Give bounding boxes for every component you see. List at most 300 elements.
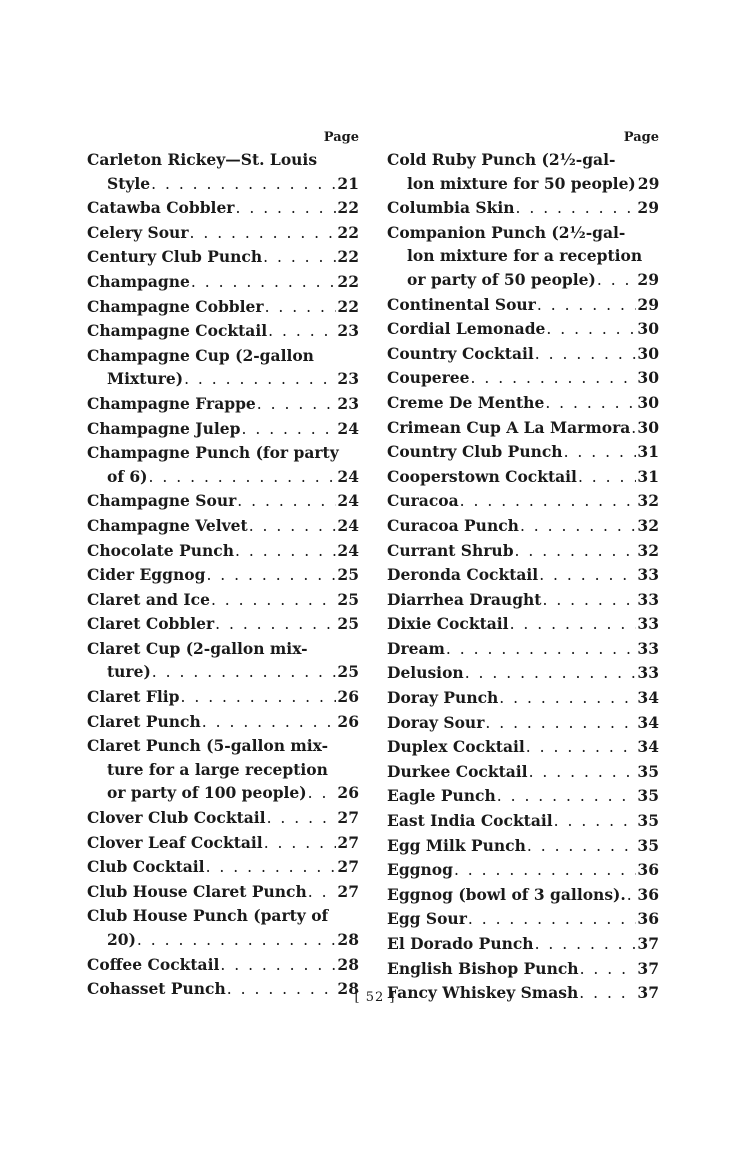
dot-leader xyxy=(539,564,636,588)
index-entry-text: Champagne Velvet xyxy=(87,515,248,535)
dot-leader xyxy=(263,246,336,270)
index-entry xyxy=(387,809,659,834)
index-entry xyxy=(387,416,659,441)
dot-leader xyxy=(308,881,337,905)
index-entry-text: Clover Club Cocktail xyxy=(87,808,266,828)
index-entry-page: 22 xyxy=(337,296,359,316)
index-entry-text: Claret Punch xyxy=(87,711,201,731)
index-entry-page: 25 xyxy=(337,662,359,682)
index-entry-page: 33 xyxy=(637,614,659,634)
index-entry-line xyxy=(387,416,659,441)
dot-leader xyxy=(542,589,636,613)
dot-leader xyxy=(220,954,336,978)
index-entry xyxy=(387,366,659,391)
index-entry-text: Doray Sour xyxy=(387,712,485,732)
index-entries-right xyxy=(387,148,659,1006)
dot-leader xyxy=(485,712,636,736)
index-entry-line xyxy=(387,834,659,859)
index-entry-line xyxy=(87,781,359,806)
index-entry-line xyxy=(387,342,659,367)
index-entry-line xyxy=(87,953,359,978)
dot-leader xyxy=(265,296,337,320)
dot-leader xyxy=(564,441,637,465)
index-entry-page: 31 xyxy=(637,466,659,486)
index-entry-text: Champagne Cobbler xyxy=(87,296,264,316)
index-entry xyxy=(87,148,359,196)
index-entry-page: 36 xyxy=(637,860,659,880)
index-entry xyxy=(87,806,359,831)
index-entry-text: Creme De Menthe xyxy=(387,392,545,412)
index-entry xyxy=(87,734,359,806)
dot-leader xyxy=(249,515,337,539)
dot-leader xyxy=(211,589,336,613)
index-entry-line xyxy=(87,392,359,417)
index-entry-text: Diarrhea Draught xyxy=(387,589,542,609)
index-entry-text: Champagne Sour xyxy=(87,491,237,511)
index-entry-text: ture) xyxy=(107,662,151,682)
index-entry xyxy=(387,221,659,293)
index-entry-text: Century Club Punch xyxy=(87,247,263,267)
index-entry-text: Celery Sour xyxy=(87,222,189,242)
index-entry-text: Country Cocktail xyxy=(387,343,534,363)
dot-leader xyxy=(257,393,337,417)
dot-leader xyxy=(268,320,336,344)
index-entry-page: 25 xyxy=(337,614,359,634)
index-entry-text: Champagne Cocktail xyxy=(87,321,268,341)
index-entry-page: 36 xyxy=(637,909,659,929)
index-entry-line xyxy=(387,489,659,514)
index-entry xyxy=(87,904,359,952)
index-entry-page: 32 xyxy=(637,491,659,511)
index-entry xyxy=(387,196,659,221)
index-entry-page: 33 xyxy=(637,663,659,683)
index-entry-line xyxy=(87,344,359,368)
index-entry xyxy=(87,417,359,442)
index-entry-line xyxy=(87,295,359,320)
index-entry-page: 30 xyxy=(637,319,659,339)
dot-leader xyxy=(308,782,337,806)
dot-leader xyxy=(235,540,336,564)
index-entry xyxy=(87,637,359,685)
index-entry-line xyxy=(387,196,659,221)
index-entry-text: Cordial Lemonade xyxy=(387,319,546,339)
dot-leader xyxy=(180,686,336,710)
index-entry-line xyxy=(387,293,659,318)
index-entry-line xyxy=(87,831,359,856)
dot-leader xyxy=(631,417,636,441)
index-entry-text: East India Cocktail xyxy=(387,811,553,831)
index-entry-text: Crimean Cup A La Marmora xyxy=(387,417,631,437)
dot-leader xyxy=(471,367,637,391)
dot-leader xyxy=(546,318,636,342)
index-entry xyxy=(87,880,359,905)
dot-leader xyxy=(535,343,637,367)
index-entry-line xyxy=(87,417,359,442)
index-entry xyxy=(387,317,659,342)
index-entry-page: 24 xyxy=(337,515,359,535)
index-entry-text: Dixie Cocktail xyxy=(387,614,509,634)
index-entry xyxy=(87,245,359,270)
index-entry-page: 22 xyxy=(337,198,359,218)
index-entry-text: Egg Sour xyxy=(387,909,467,929)
index-entry-text: or party of 50 people) xyxy=(407,269,596,289)
index-entry-page: 25 xyxy=(337,565,359,585)
dot-leader xyxy=(535,933,637,957)
index-entry-page: 32 xyxy=(637,515,659,535)
index-entry xyxy=(87,710,359,735)
index-entry-text: Durkee Cocktail xyxy=(387,761,528,781)
index-entry-line xyxy=(387,268,659,293)
index-entry xyxy=(387,588,659,613)
dot-leader xyxy=(510,613,637,637)
dot-leader xyxy=(554,810,637,834)
index-entries-left xyxy=(87,148,359,1002)
index-entry-line xyxy=(87,612,359,637)
index-entry-text: Couperee xyxy=(387,368,470,388)
index-entry-page: 29 xyxy=(637,294,659,314)
index-entry-line xyxy=(87,221,359,246)
index-entry xyxy=(387,148,659,196)
index-entry-page: 32 xyxy=(637,540,659,560)
index-entry-page: 22 xyxy=(337,271,359,291)
index-entry xyxy=(87,441,359,489)
index-entry-text: Eggnog (bowl of 3 gallons). xyxy=(387,884,626,904)
dot-leader xyxy=(264,832,337,856)
index-entry-text: Coffee Cocktail xyxy=(87,954,220,974)
index-entry-line xyxy=(87,245,359,270)
index-entry-page: 24 xyxy=(337,540,359,560)
index-entry-line xyxy=(387,711,659,736)
index-entry-page: 31 xyxy=(637,442,659,462)
index-entry-page: 24 xyxy=(337,418,359,438)
index-entry xyxy=(87,196,359,221)
index-entry-page: 24 xyxy=(337,466,359,486)
dot-leader xyxy=(149,466,337,490)
index-entry-line xyxy=(387,317,659,342)
index-entry-text: Cooperstown Cocktail xyxy=(387,466,577,486)
dot-leader xyxy=(515,540,637,564)
index-entry-page: 23 xyxy=(337,321,359,341)
index-entry-line xyxy=(87,489,359,514)
index-entry-line xyxy=(87,196,359,221)
index-entry-text: Claret Punch (5-gallon mix- xyxy=(87,736,329,756)
index-entry-line xyxy=(87,367,359,392)
index-entry-page: 29 xyxy=(637,198,659,218)
index-entry-line xyxy=(387,661,659,686)
index-entry xyxy=(87,270,359,295)
index-entry-line xyxy=(87,710,359,735)
index-entry-text: ture for a large reception xyxy=(107,759,328,779)
index-entry-page: 30 xyxy=(637,417,659,437)
index-entry-page: 29 xyxy=(637,173,660,193)
index-entry-page: 21 xyxy=(337,173,359,193)
index-entry xyxy=(87,295,359,320)
index-entry-page: 30 xyxy=(637,392,659,412)
dot-leader xyxy=(184,368,336,392)
dot-leader xyxy=(627,884,637,908)
index-entry xyxy=(87,344,359,392)
index-entry-page: 33 xyxy=(637,589,659,609)
index-entry-page: 33 xyxy=(637,565,659,585)
index-entry-page: 28 xyxy=(337,979,359,999)
index-entry xyxy=(387,539,659,564)
index-entry-text: Egg Milk Punch xyxy=(387,835,526,855)
index-entry-text: 20) xyxy=(107,930,136,949)
index-entry xyxy=(87,855,359,880)
index-entry xyxy=(387,661,659,686)
index-entry-text: Clover Leaf Cocktail xyxy=(87,832,263,852)
index-entry-page: 27 xyxy=(337,808,359,828)
index-entry-line xyxy=(387,148,659,172)
index-entry-text: Fancy Whiskey Smash xyxy=(387,983,579,1003)
index-entry-line xyxy=(87,880,359,905)
index-entry-line xyxy=(387,588,659,613)
index-entry-page: 26 xyxy=(337,783,359,803)
index-entry-line xyxy=(387,465,659,490)
dot-leader xyxy=(189,222,336,246)
index-entry-text: Currant Shrub xyxy=(387,540,514,560)
index-entry-text: Club Cocktail xyxy=(87,857,205,877)
index-entry-line xyxy=(387,858,659,883)
index-entry-text: English Bishop Punch xyxy=(387,958,579,978)
index-entry-page: 35 xyxy=(637,786,659,806)
index-entry-line xyxy=(387,244,659,268)
page-number: [ 52 ] xyxy=(354,990,396,1005)
index-entry-line xyxy=(87,685,359,710)
index-entry-line xyxy=(387,366,659,391)
index-entry-line xyxy=(387,809,659,834)
index-entry-page: 28 xyxy=(337,930,359,949)
index-entry-text: Claret Flip xyxy=(87,687,180,707)
index-entry xyxy=(387,858,659,883)
index-entry-line xyxy=(387,735,659,760)
index-entry-line xyxy=(87,514,359,539)
index-entry xyxy=(87,953,359,978)
index-entry xyxy=(87,563,359,588)
index-entry xyxy=(87,612,359,637)
index-entry xyxy=(387,440,659,465)
index-entry xyxy=(387,907,659,932)
index-entry-line xyxy=(387,957,659,982)
index-entry-page: 23 xyxy=(337,393,359,413)
index-entry-line xyxy=(387,883,659,908)
index-entry-text: Eagle Punch xyxy=(387,786,496,806)
index-entry-text: Club House Punch (party of xyxy=(87,906,329,926)
index-entry-line xyxy=(387,391,659,416)
page-column-header: Page xyxy=(323,130,359,145)
dot-leader xyxy=(520,515,636,539)
index-entry-line xyxy=(387,932,659,957)
index-entry xyxy=(387,834,659,859)
index-entry xyxy=(387,342,659,367)
index-entry-text: Chocolate Punch xyxy=(87,540,234,560)
index-entry-text: Mixture) xyxy=(107,369,184,389)
index-entry-page: 27 xyxy=(337,857,359,877)
index-entry-text: Columbia Skin xyxy=(387,198,515,218)
index-entry-text: Eggnog xyxy=(387,860,453,880)
index-entry xyxy=(87,831,359,856)
index-entry xyxy=(387,711,659,736)
index-entry-line xyxy=(387,221,659,245)
index-entry-line xyxy=(87,660,359,685)
index-entry-line xyxy=(387,612,659,637)
index-entry-line xyxy=(87,734,359,758)
dot-leader xyxy=(267,807,337,831)
dot-leader xyxy=(137,929,337,953)
dot-leader xyxy=(446,638,637,662)
index-entry xyxy=(387,883,659,908)
index-entry-page: 35 xyxy=(637,835,659,855)
index-entry xyxy=(387,293,659,318)
dot-leader xyxy=(202,711,337,735)
index-entry-line xyxy=(87,904,359,928)
index-entry-text: or party of 100 people) xyxy=(107,783,307,803)
index-entry-line xyxy=(87,441,359,465)
index-entry-line xyxy=(87,806,359,831)
index-entry-page: 25 xyxy=(337,589,359,609)
index-entry-page: 26 xyxy=(337,687,359,707)
index-entry-page: 30 xyxy=(637,368,659,388)
dot-leader xyxy=(580,958,637,982)
index-entry-line xyxy=(387,784,659,809)
index-entry-line xyxy=(87,172,359,197)
index-entry-line xyxy=(87,563,359,588)
index-entry-line xyxy=(387,907,659,932)
index-entry-line xyxy=(87,758,359,782)
index-entry-page: 37 xyxy=(637,983,659,1003)
index-entry-line xyxy=(387,637,659,662)
index-entry-line xyxy=(87,928,359,953)
index-entry xyxy=(387,760,659,785)
index-entry xyxy=(87,319,359,344)
dot-leader xyxy=(151,173,336,197)
index-entry-line xyxy=(87,465,359,490)
index-entry xyxy=(387,612,659,637)
index-entry-page: 37 xyxy=(637,958,659,978)
index-entry-text: Champagne Julep xyxy=(87,418,241,438)
index-entry-line xyxy=(387,539,659,564)
dot-leader xyxy=(468,908,637,932)
index-entry xyxy=(387,514,659,539)
index-entry xyxy=(387,932,659,957)
index-entry-page: 35 xyxy=(637,811,659,831)
index-entry-text: Curacoa Punch xyxy=(387,515,519,535)
index-entry-line xyxy=(387,172,659,197)
dot-leader xyxy=(206,564,336,588)
index-entry-page: 24 xyxy=(337,491,359,511)
page-column-header: Page xyxy=(623,130,659,145)
index-entry-text: of 6) xyxy=(107,466,148,486)
index-entry-line xyxy=(387,440,659,465)
index-entry-line xyxy=(387,514,659,539)
dot-leader xyxy=(242,418,337,442)
index-entry xyxy=(87,392,359,417)
dot-leader xyxy=(529,761,637,785)
index-entry-text: Dream xyxy=(387,638,445,658)
index-entry-text: Doray Punch xyxy=(387,688,499,708)
index-entry-page: 34 xyxy=(637,712,659,732)
dot-leader xyxy=(545,392,636,416)
index-entry-text: Cohasset Punch xyxy=(87,979,226,999)
index-entry-text: Claret and Ice xyxy=(87,589,210,609)
index-entry xyxy=(387,465,659,490)
index-column-right xyxy=(387,128,659,1006)
index-entry-text: Cider Eggnog xyxy=(87,565,206,585)
index-entry-line xyxy=(87,637,359,661)
index-entry-text: Champagne Cup (2-gallon xyxy=(87,345,314,365)
dot-leader xyxy=(454,859,636,883)
dot-leader xyxy=(206,856,337,880)
index-entry-page: 37 xyxy=(637,934,659,953)
index-entry xyxy=(387,391,659,416)
index-entry xyxy=(387,637,659,662)
index-entry-page: 35 xyxy=(637,761,659,781)
index-entry-page: 27 xyxy=(337,832,359,852)
index-entry-text: Claret Cup (2-gallon mix- xyxy=(87,638,308,658)
index-entry xyxy=(387,489,659,514)
index-entry-text: Claret Cobbler xyxy=(87,614,215,634)
index-entry-text: Companion Punch (2½-gal- xyxy=(387,222,626,242)
index-entry xyxy=(387,686,659,711)
index-entry-page: 28 xyxy=(337,954,359,974)
index-entry xyxy=(387,957,659,982)
index-entry-line xyxy=(87,588,359,613)
index-entry xyxy=(87,685,359,710)
index-entry xyxy=(87,489,359,514)
index-entry-line xyxy=(87,539,359,564)
dot-leader xyxy=(235,197,336,221)
index-entry-line xyxy=(87,270,359,295)
index-entry-text: Champagne Punch (for party xyxy=(87,443,339,463)
dot-leader xyxy=(460,490,637,514)
index-entry xyxy=(387,735,659,760)
index-entry xyxy=(87,539,359,564)
dot-leader xyxy=(237,490,336,514)
index-entry-page: 23 xyxy=(337,369,359,389)
index-entry-line xyxy=(87,319,359,344)
index-entry-text: Deronda Cocktail xyxy=(387,565,539,585)
dot-leader xyxy=(526,736,637,760)
index-entry-page: 27 xyxy=(337,881,359,901)
index-entry-text: lon mixture for a reception xyxy=(407,246,643,266)
index-entry-text: Champagne Frappe xyxy=(87,393,256,413)
index-entry-text: Curacoa xyxy=(387,491,459,511)
dot-leader xyxy=(497,785,637,809)
dot-leader xyxy=(597,269,637,293)
index-entry-text: Club House Claret Punch xyxy=(87,881,307,901)
index-entry-page: 34 xyxy=(637,737,659,757)
dot-leader xyxy=(499,687,636,711)
index-entry-page: 34 xyxy=(637,688,659,708)
index-entry xyxy=(87,588,359,613)
index-entry xyxy=(387,563,659,588)
index-entry-page: 36 xyxy=(637,884,659,904)
index-entry-text: Country Club Punch xyxy=(387,442,563,462)
index-entry-page: 29 xyxy=(637,269,659,289)
index-entry xyxy=(87,514,359,539)
dot-leader xyxy=(152,661,337,685)
index-entry-text: lon mixture for 50 people) xyxy=(407,173,636,193)
index-entry-text: Delusion xyxy=(387,663,464,683)
index-entry-page: 26 xyxy=(337,711,359,731)
index-entry-page: 33 xyxy=(637,638,659,658)
index-entry-text: El Dorado Punch xyxy=(387,934,534,953)
index-entry xyxy=(387,784,659,809)
index-entry xyxy=(87,221,359,246)
dot-leader xyxy=(516,197,637,221)
dot-leader xyxy=(578,466,636,490)
index-entry-page: 22 xyxy=(337,247,359,267)
